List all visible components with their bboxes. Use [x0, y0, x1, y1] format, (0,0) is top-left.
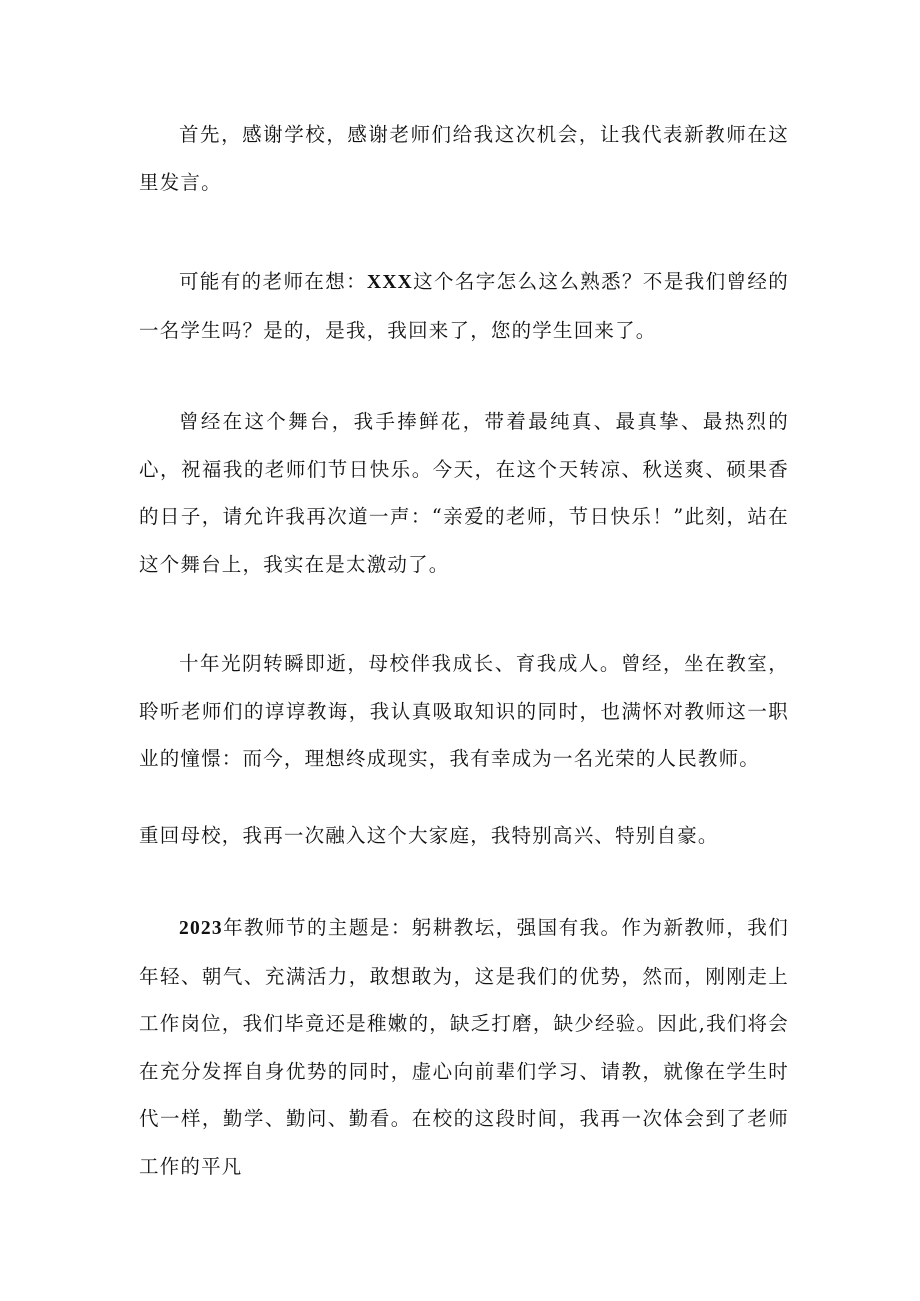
paragraph-return-school — [139, 812, 789, 860]
paragraph-text: 首先，感谢学校，感谢老师们给我这次机会，让我代表新教师在这里发言。 — [139, 123, 789, 194]
paragraph-ten-years — [139, 640, 789, 783]
paragraph-stage-memory — [139, 398, 789, 588]
paragraph-text-after: 年教师节的主题是：躬耕教坛，强国有我。作为新教师，我们年轻、朝气、充满活力，敢想敢为，这是我们的优势，然而，刚刚走上工作岗位，我们毕竟还是稚嫩的，缺乏打磨，缺少经验。因此,我们将会在充分发挥自身优势的同时，虚心向前辈们学习、请教，就像在学生时代一样，勤学、勤问、勤看。在校的这段时间，我再一次体会到了老师工作的平凡 — [139, 916, 789, 1178]
paragraph-text: 重回母校，我再一次融入这个大家庭，我特别高兴、特别自豪。 — [139, 824, 719, 847]
paragraph-text: 十年光阴转瞬即逝，母校伴我成长、育我成人。曾经，坐在教室，聆听老师们的谆谆教诲，我认真吸取知识的同时，也满怀对教师这一职业的憧憬：而今，理想终成现实，我有幸成为一名光荣的人民教师。 — [139, 652, 789, 770]
paragraph-theme — [139, 904, 789, 1190]
paragraph-former-student — [139, 258, 789, 354]
name-placeholder: XXX — [367, 272, 413, 293]
paragraph-text-after: 这个名字怎么这么熟悉？不是我们曾经的一名学生吗？是的，是我，我回来了，您的学生回来了。 — [139, 270, 789, 342]
paragraph-text-before: 可能有的老师在想： — [179, 270, 368, 293]
paragraph-text: 曾经在这个舞台，我手捧鲜花，带着最纯真、最真挚、最热烈的心，祝福我的老师们节日快乐。今天，在这个天转凉、秋送爽、硕果香的日子，请允许我再次道一声：“亲爱的老师，节日快乐！”此刻，站在这个舞台上，我实在是太激动了。 — [139, 410, 789, 576]
year-number: 2023 — [179, 918, 223, 939]
paragraph-thanks — [139, 111, 789, 206]
